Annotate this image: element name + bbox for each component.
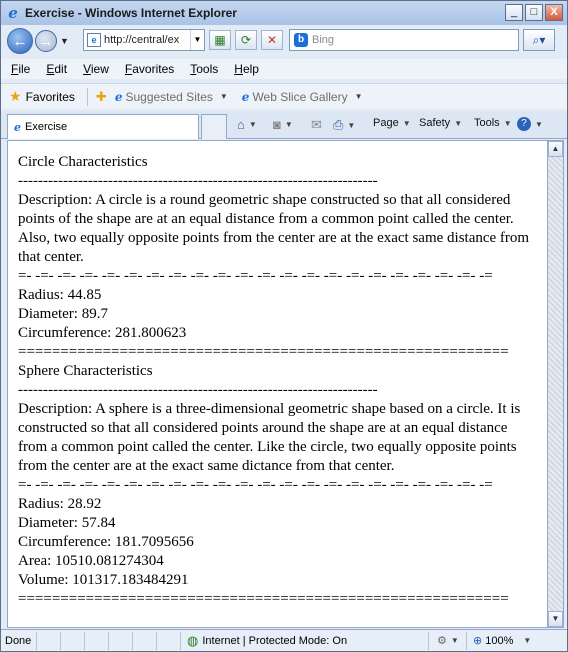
- read-mail-button[interactable]: [311, 117, 322, 133]
- sphere-circumference: Circumference: 181.7095656: [18, 534, 194, 550]
- printer-icon: ⎙: [333, 117, 344, 132]
- status-pane: [61, 632, 85, 650]
- address-dropdown-icon[interactable]: ▼: [190, 30, 204, 50]
- back-button[interactable]: [7, 28, 33, 54]
- zoom-control[interactable]: [467, 632, 547, 650]
- dot-separator: =- -=- -=- -=- -=- -=- -=- -=- -=- -=- -=- -=- -=- -=- -=- -=- -=- -=- -=- -=- -=- -=: [18, 268, 493, 284]
- chevron-up-icon: ▲: [551, 144, 560, 153]
- compatibility-view-button[interactable]: [209, 30, 231, 50]
- circle-desc-line: Also, two equally opposite points from the center are at the exact same distance from: [18, 230, 530, 246]
- favorites-separator: [87, 88, 88, 106]
- globe-icon: ◍: [187, 632, 199, 648]
- tools-menu-label: Tools: [474, 117, 500, 129]
- recent-pages-dropdown-icon[interactable]: ▼: [60, 36, 69, 46]
- circle-desc-line: points of the shape are at an equal distance from a common point called the center.: [18, 211, 514, 227]
- address-bar[interactable]: [83, 29, 205, 51]
- page-icon: e: [87, 33, 101, 47]
- security-settings-icon: ⚙: [437, 635, 447, 647]
- sphere-desc-line: constructed so that all considered points around the shape are at an equal distance: [18, 420, 508, 436]
- scroll-down-button[interactable]: [548, 611, 563, 627]
- home-icon: ⌂: [237, 117, 245, 132]
- search-button[interactable]: [523, 29, 555, 51]
- stop-icon: ✕: [266, 33, 278, 47]
- forward-arrow-icon: →: [38, 32, 54, 50]
- window-title: Exercise - Windows Internet Explorer: [25, 6, 237, 20]
- chevron-down-icon: ▼: [454, 118, 463, 128]
- tab-exercise[interactable]: [7, 114, 199, 139]
- ie-page-icon: e: [14, 120, 21, 134]
- sphere-description: [18, 400, 537, 476]
- web-slice-gallery-link[interactable]: [242, 90, 363, 104]
- circle-heading: Circle Characteristics: [18, 154, 148, 170]
- bing-icon: b: [294, 33, 308, 47]
- refresh-button[interactable]: [235, 30, 257, 50]
- suggested-sites-label: Suggested Sites: [125, 89, 213, 104]
- menu-tools[interactable]: Tools: [190, 62, 219, 76]
- sphere-desc-line: from a common point called the center. Like the circle, two equally opposite points: [18, 439, 517, 455]
- zoom-level: 100%: [485, 634, 514, 647]
- chevron-down-icon: ▼: [503, 118, 512, 128]
- address-input[interactable]: http://central/ex: [104, 34, 180, 46]
- search-box[interactable]: [289, 29, 519, 51]
- chevron-down-icon: ▼: [354, 92, 363, 101]
- chevron-down-icon: ▼: [535, 119, 543, 129]
- home-button[interactable]: [237, 117, 257, 132]
- suggested-sites-link[interactable]: [115, 90, 228, 104]
- status-pane: [85, 632, 109, 650]
- circle-desc-line: Description: A circle is a round geometric shape constructed so that all considered: [18, 192, 511, 208]
- scroll-up-button[interactable]: [548, 141, 563, 157]
- menu-bar: [1, 59, 567, 79]
- circle-description: [18, 191, 537, 267]
- magnifier-icon: ⌕▾: [532, 33, 546, 47]
- search-input[interactable]: Bing: [312, 34, 335, 46]
- sphere-diameter: Diameter: 57.84: [18, 515, 116, 531]
- tools-menu[interactable]: [474, 117, 512, 129]
- sphere-radius: Radius: 28.92: [18, 496, 102, 512]
- window-controls: [505, 4, 563, 21]
- ie-page-icon: e: [241, 89, 250, 104]
- chevron-down-icon: ▼: [450, 636, 459, 645]
- refresh-icon: ⟳: [240, 33, 252, 47]
- back-arrow-icon: ←: [12, 32, 28, 50]
- chevron-down-icon: ▼: [219, 92, 228, 101]
- equals-separator: ==========================================================: [18, 344, 509, 360]
- status-pane: [109, 632, 133, 650]
- print-button[interactable]: [333, 117, 355, 133]
- dash-separator: ------------------------------------------------------------------------: [18, 382, 378, 398]
- menu-edit[interactable]: Edit: [46, 62, 68, 76]
- rss-icon: ◙: [273, 117, 281, 132]
- dot-separator: =- -=- -=- -=- -=- -=- -=- -=- -=- -=- -=- -=- -=- -=- -=- -=- -=- -=- -=- -=- -=- -=: [18, 477, 493, 493]
- tab-bar: [1, 111, 567, 139]
- sphere-area: Area: 10510.081274304: [18, 553, 164, 569]
- circle-desc-line: that center.: [18, 249, 84, 265]
- protected-mode-button[interactable]: [429, 632, 467, 650]
- status-pane: [133, 632, 157, 650]
- help-button[interactable]: [517, 117, 543, 131]
- circle-radius: Radius: 44.85: [18, 287, 102, 303]
- mail-icon: ✉: [311, 117, 322, 132]
- menu-help[interactable]: Help: [234, 62, 259, 76]
- zoom-icon: ⊕: [473, 635, 483, 647]
- chevron-down-icon: ▼: [248, 120, 257, 129]
- menu-favorites[interactable]: Favorites: [124, 62, 175, 76]
- vertical-scrollbar[interactable]: [547, 140, 564, 628]
- new-tab-button[interactable]: [201, 114, 227, 139]
- title-bar: [1, 1, 567, 25]
- help-icon: ?: [517, 117, 531, 131]
- security-zone[interactable]: [181, 632, 429, 650]
- maximize-button[interactable]: □: [525, 4, 543, 21]
- add-to-favorites-icon[interactable]: ✚: [95, 88, 107, 104]
- chevron-down-icon: ▼: [347, 120, 356, 130]
- equals-separator: ==========================================================: [18, 591, 509, 607]
- tab-label: Exercise: [25, 121, 68, 133]
- circle-circumference: Circumference: 281.800623: [18, 325, 187, 341]
- ie-page-icon: e: [114, 89, 123, 104]
- stop-button[interactable]: [261, 30, 283, 50]
- status-pane: [37, 632, 61, 650]
- circle-diameter: Diameter: 89.7: [18, 306, 108, 322]
- menu-view[interactable]: View: [83, 62, 109, 76]
- page-menu-label: Page: [373, 117, 399, 129]
- chevron-down-icon: ▼: [284, 120, 293, 129]
- status-text: Done: [1, 632, 37, 650]
- compatibility-icon: ▦: [214, 33, 226, 47]
- minimize-button[interactable]: _: [505, 4, 523, 21]
- status-pane: [157, 632, 181, 650]
- web-slice-gallery-label: Web Slice Gallery: [252, 89, 348, 104]
- close-button[interactable]: X: [545, 4, 563, 21]
- page-content: [7, 140, 547, 628]
- favorites-bar: [1, 83, 567, 109]
- chevron-down-icon: ▼: [523, 636, 532, 645]
- feeds-button[interactable]: [273, 117, 293, 132]
- sphere-heading: Sphere Characteristics: [18, 363, 153, 379]
- page-menu[interactable]: [373, 117, 411, 129]
- safety-menu-label: Safety: [419, 117, 451, 129]
- ie-logo-icon: e: [8, 4, 18, 22]
- navigation-bar: [1, 25, 567, 57]
- sphere-volume: Volume: 101317.183484291: [18, 572, 189, 588]
- security-zone-label: Internet | Protected Mode: On: [202, 634, 348, 647]
- chevron-down-icon: ▼: [402, 118, 411, 128]
- dash-separator: ------------------------------------------------------------------------: [18, 173, 378, 189]
- sphere-desc-line: Description: A sphere is a three-dimensional geometric shape based on a circle. It is: [18, 401, 521, 417]
- status-bar: [1, 629, 567, 651]
- favorites-button[interactable]: Favorites: [25, 89, 75, 104]
- chevron-down-icon: ▼: [551, 614, 560, 623]
- forward-button[interactable]: [35, 30, 57, 52]
- menu-file[interactable]: File: [11, 62, 31, 76]
- favorites-star-icon[interactable]: ★: [9, 88, 22, 104]
- sphere-desc-line: from the center are at the exact same dictance from that center.: [18, 458, 395, 474]
- safety-menu[interactable]: [419, 117, 462, 129]
